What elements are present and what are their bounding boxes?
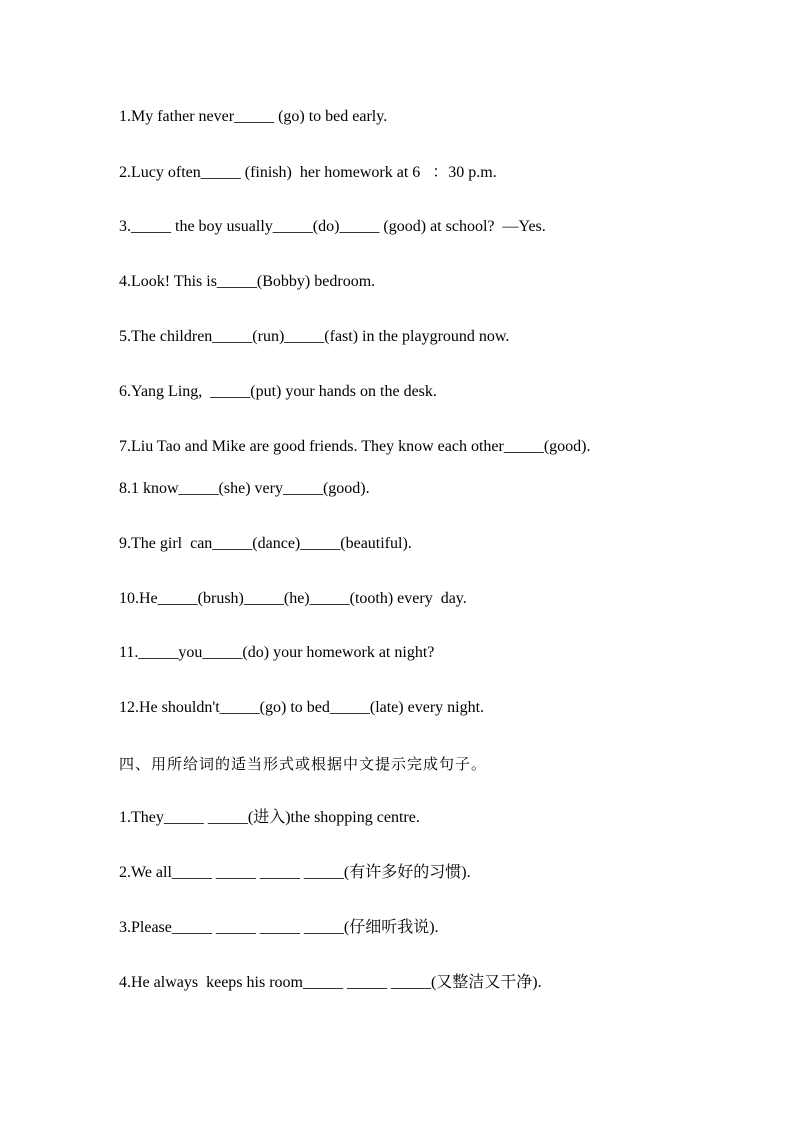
exercise-3-item-4: 4.Look! This is_____(Bobby) bedroom. bbox=[119, 273, 376, 290]
exercise-3-item-2: 2.Lucy often_____ (finish) her homework at 6 ：30 p.m. bbox=[119, 164, 497, 181]
exercise-3-item-11: 11._____you_____(do) your homework at night? bbox=[119, 644, 435, 661]
exercise-3-item-12: 12.He shouldn't_____(go) to bed_____(late) every night. bbox=[119, 699, 485, 716]
exercise-4-item-3: 3.Please_____ _____ _____ _____(仔细听我说). bbox=[119, 919, 439, 936]
exercise-3-item-7: 7.Liu Tao and Mike are good friends. They know each other_____(good). bbox=[119, 438, 591, 455]
exercise-3-item-3: 3._____ the boy usually_____(do)_____ (good) at school? —Yes. bbox=[119, 218, 546, 235]
exercise-3-item-8: 8.1 know_____(she) very_____(good). bbox=[119, 480, 370, 497]
exercise-3-item-1: 1.My father never_____ (go) to bed early. bbox=[119, 108, 388, 125]
section-four-heading: 四、用所给词的适当形式或根据中文提示完成句子。 bbox=[119, 755, 488, 773]
exercise-3-item-5: 5.The children_____(run)_____(fast) in the playground now. bbox=[119, 328, 510, 345]
exercise-4-item-4: 4.He always keeps his room_____ _____ _____(又整洁又干净). bbox=[119, 974, 542, 991]
exercise-3-item-10: 10.He_____(brush)_____(he)_____(tooth) every day. bbox=[119, 590, 467, 607]
exercise-4-item-2: 2.We all_____ _____ _____ _____(有许多好的习惯). bbox=[119, 864, 471, 881]
exercise-3-item-6: 6.Yang Ling, _____(put) your hands on the desk. bbox=[119, 383, 437, 400]
exercise-4-item-1: 1.They_____ _____(进入)the shopping centre. bbox=[119, 809, 420, 826]
exercise-3-item-9: 9.The girl can_____(dance)_____(beautiful). bbox=[119, 535, 412, 552]
